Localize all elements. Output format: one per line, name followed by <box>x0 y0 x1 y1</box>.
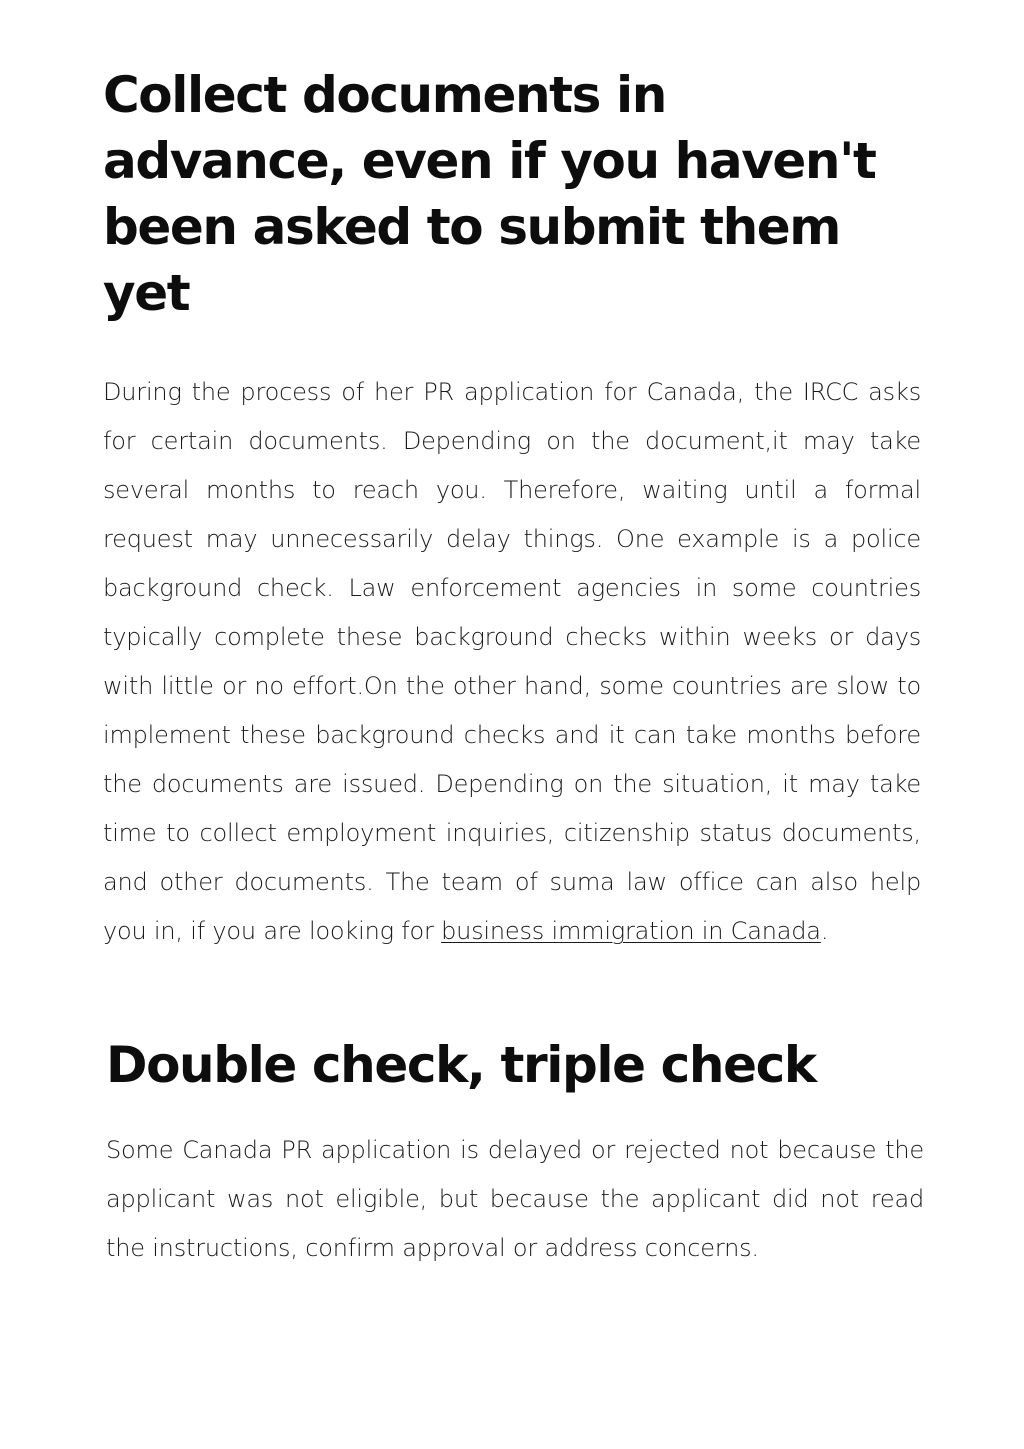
section-collect-documents <box>103 62 921 956</box>
section-heading: Double check, triple check <box>106 1036 816 1094</box>
paragraph-end: . <box>820 917 829 945</box>
section-paragraph <box>103 368 921 956</box>
section-paragraph: Some Canada PR application is delayed or rejected not because the applicant was not eligible, but because the applicant did not read the instructions, confirm approval or address concerns. <box>106 1136 924 1262</box>
business-immigration-link[interactable]: business immigration in Canada <box>441 917 821 945</box>
section-heading: Collect documents in advance, even if you haven't been asked to submit them yet <box>103 66 876 322</box>
section-double-check <box>106 1032 924 1273</box>
paragraph-text: During the process of her PR application for Canada, the IRCC asks for certain documents. Depending on the document,it may take several months to reach you. Therefore, waiting until a formal request may unnecessarily delay things. One example is a police background check. Law enforcement agencies in some countries typically complete these background checks within weeks or days with little or no effort.On the other hand, some countries are slow to implement these background checks and it can take months before the documents are issued. Depending on the situation, it may take time to collect employment inquiries, citizenship status documents, and other documents. The team of suma law office can also help you in, if you are looking for <box>103 378 921 945</box>
